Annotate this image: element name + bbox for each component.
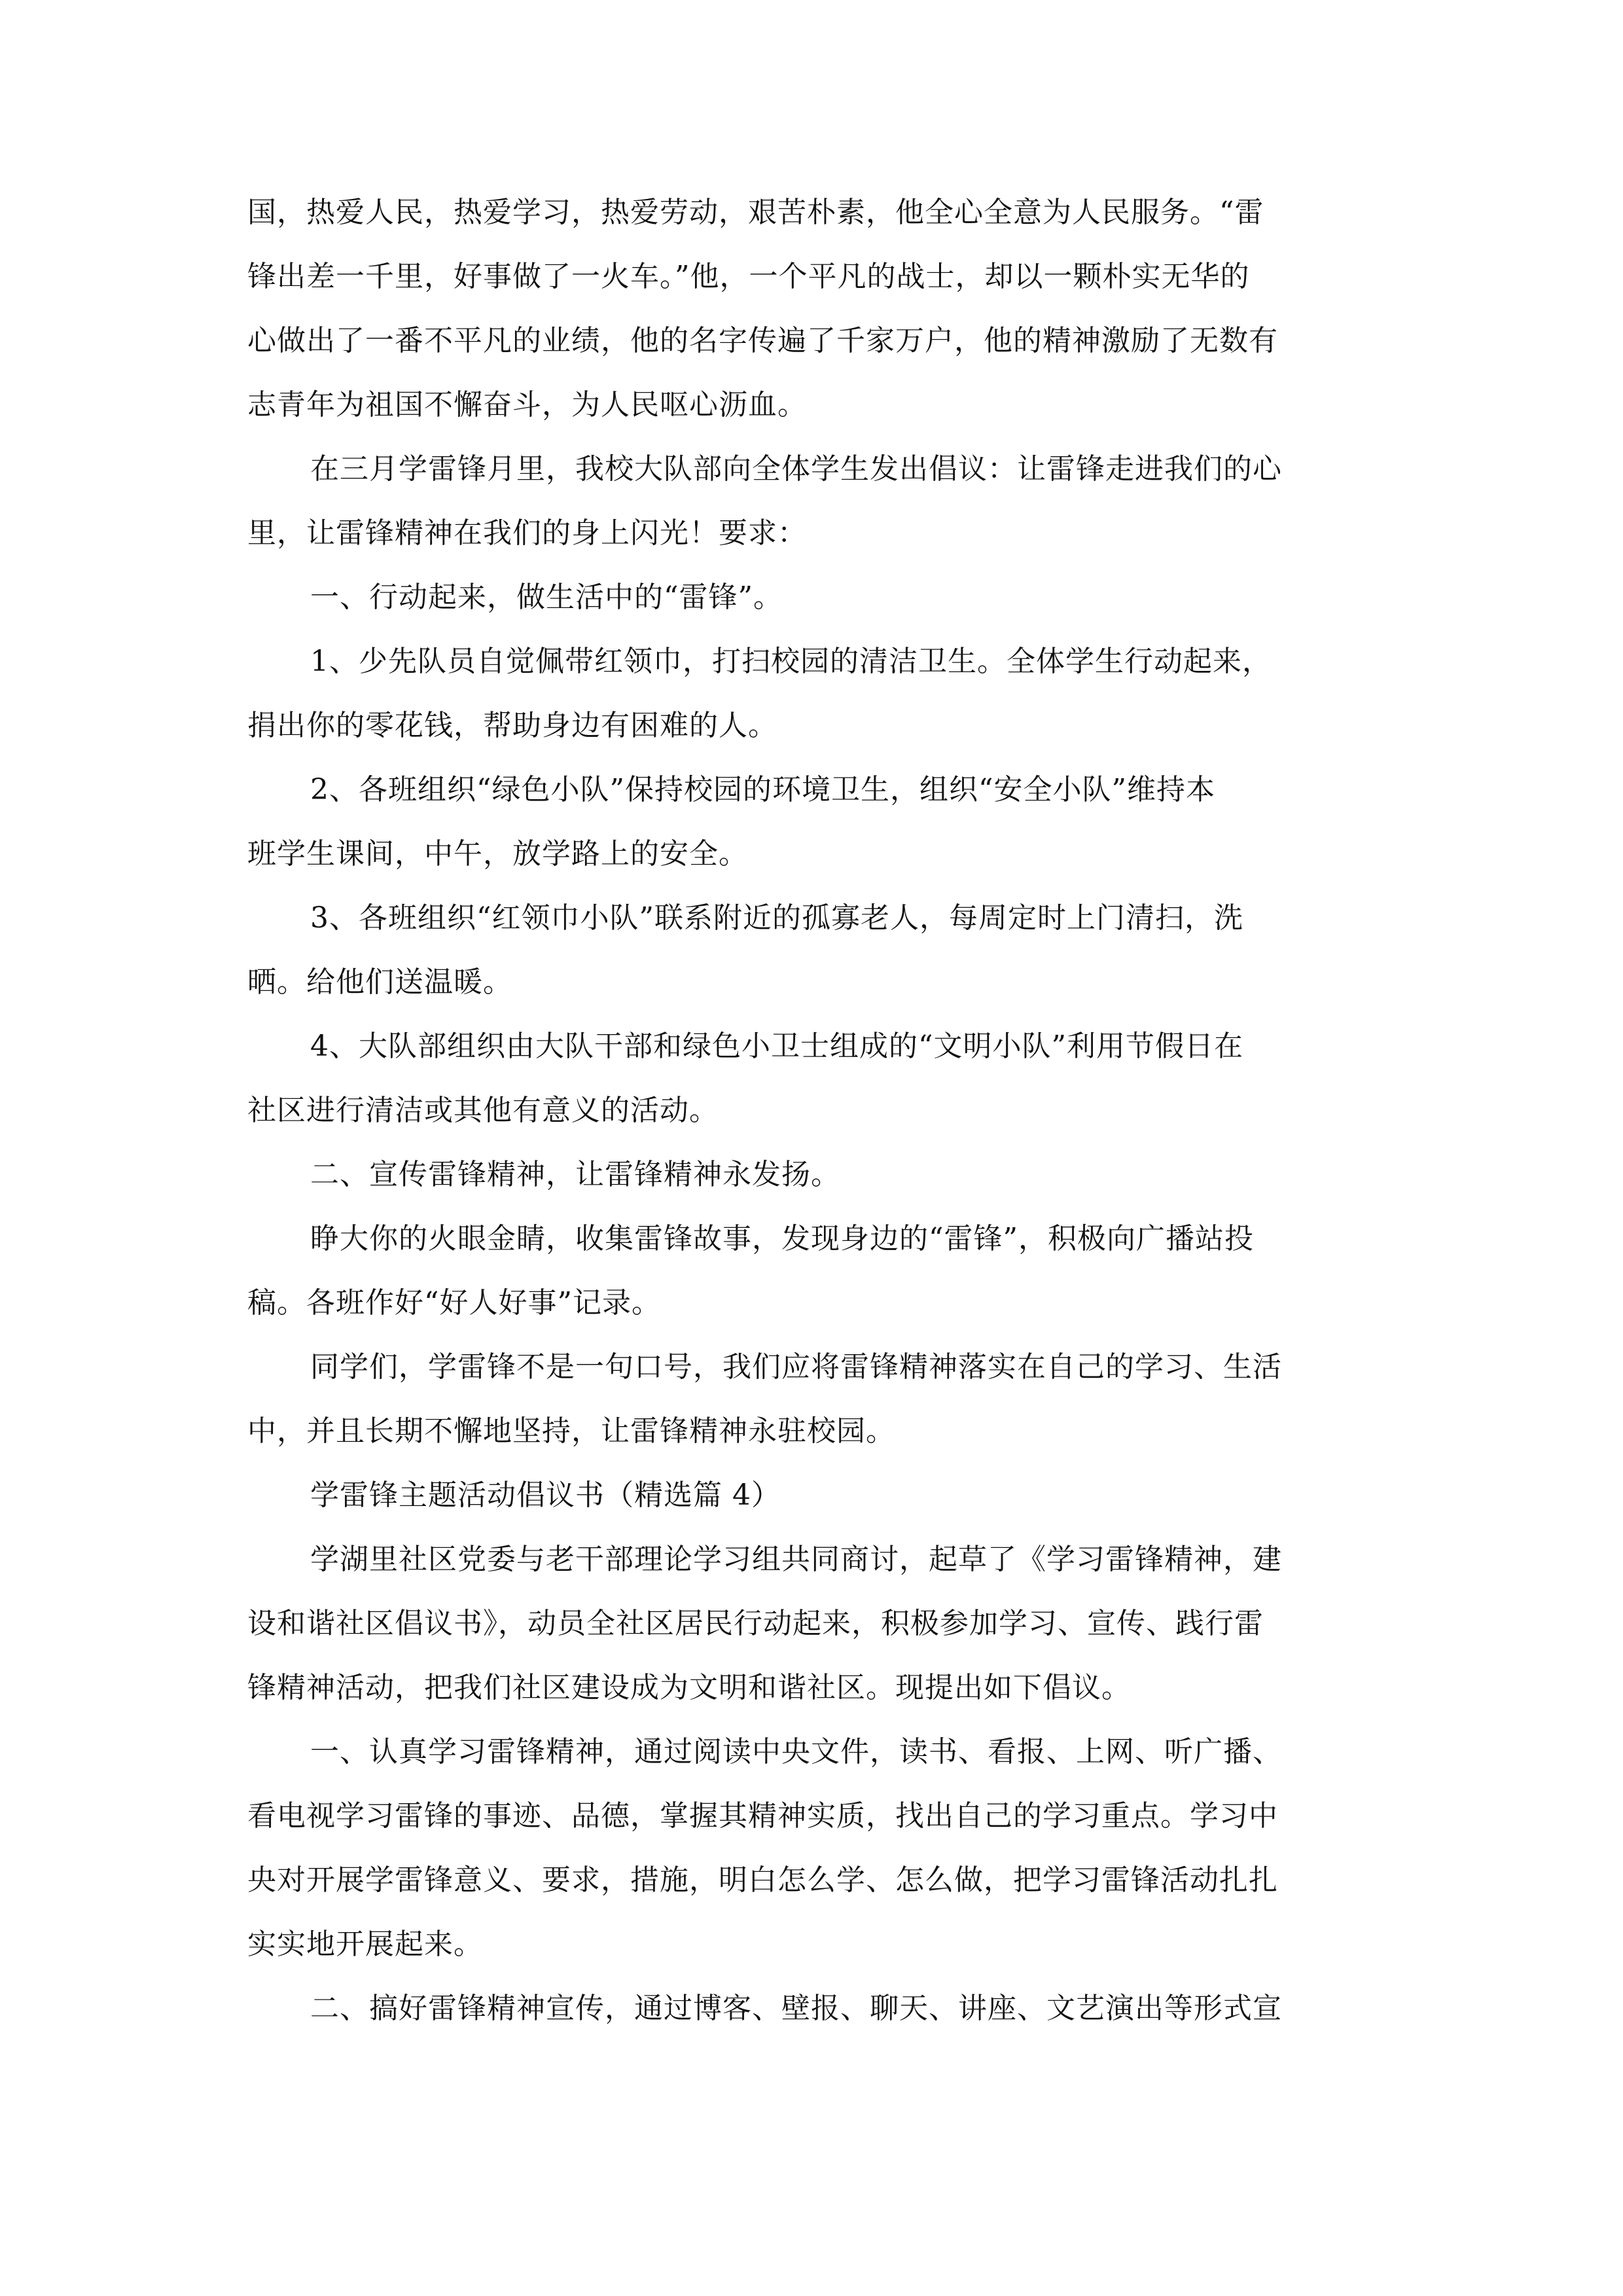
article-title: 学雷锋主题活动倡议书（精选篇 4） <box>310 1479 781 1512</box>
text-line: 同学们，学雷锋不是一句口号，我们应将雷锋精神落实在自己的学习、生活 <box>310 1350 1282 1384</box>
text-line: 睁大你的火眼金睛，收集雷锋故事，发现身边的“雷锋”，积极向广播站投 <box>310 1222 1254 1255</box>
text-line: 在三月学雷锋月里，我校大队部向全体学生发出倡议：让雷锋走进我们的心 <box>310 452 1282 486</box>
text-line: 3、各班组织“红领巾小队”联系附近的孤寡老人，每周定时上门清扫，洗 <box>310 901 1243 935</box>
text-line: 晒。给他们送温暖。 <box>247 965 512 999</box>
text-line: 学湖里社区党委与老干部理论学习组共同商讨，起草了《学习雷锋精神，建 <box>310 1543 1282 1576</box>
document-body <box>247 181 1380 2041</box>
text-line: 中，并且长期不懈地坚持，让雷锋精神永驻校园。 <box>247 1414 895 1448</box>
section-heading: 二、宣传雷锋精神，让雷锋精神永发扬。 <box>310 1158 840 1191</box>
text-line: 实实地开展起来。 <box>247 1928 483 1961</box>
text-line: 设和谐社区倡议书》，动员全社区居民行动起来，积极参加学习、宣传、践行雷 <box>247 1607 1264 1640</box>
text-line: 志青年为祖国不懈奋斗，为人民呕心沥血。 <box>247 388 807 422</box>
text-line: 锋出差一千里，好事做了一火车。”他，一个平凡的战士，却以一颗朴实无华的 <box>247 260 1250 293</box>
text-line: 锋精神活动，把我们社区建设成为文明和谐社区。现提出如下倡议。 <box>247 1671 1131 1704</box>
text-line: 1、少先队员自觉佩带红领巾，打扫校园的清洁卫生。全体学生行动起来， <box>310 645 1272 678</box>
section-heading: 一、行动起来，做生活中的“雷锋”。 <box>310 581 783 614</box>
text-line: 央对开展学雷锋意义、要求，措施，明白怎么学、怎么做，把学习雷锋活动扎扎 <box>247 1863 1278 1897</box>
text-line: 一、认真学习雷锋精神，通过阅读中央文件，读书、看报、上网、听广播、 <box>310 1735 1282 1768</box>
text-line: 二、搞好雷锋精神宣传，通过博客、壁报、聊天、讲座、文艺演出等形式宣 <box>310 1992 1282 2025</box>
text-line: 4、大队部组织由大队干部和绿色小卫士组成的“文明小队”利用节假日在 <box>310 1030 1243 1063</box>
text-line: 国，热爱人民，热爱学习，热爱劳动，艰苦朴素，他全心全意为人民服务。“雷 <box>247 196 1264 229</box>
text-line: 里，让雷锋精神在我们的身上闪光！要求： <box>247 516 807 550</box>
text-line: 看电视学习雷锋的事迹、品德，掌握其精神实质，找出自己的学习重点。学习中 <box>247 1799 1278 1833</box>
text-line: 捐出你的零花钱，帮助身边有困难的人。 <box>247 709 777 742</box>
text-line: 稿。各班作好“好人好事”记录。 <box>247 1286 661 1319</box>
text-line: 班学生课间，中午，放学路上的安全。 <box>247 837 748 870</box>
text-line: 社区进行清洁或其他有意义的活动。 <box>247 1094 719 1127</box>
text-line: 心做出了一番不平凡的业绩，他的名字传遍了千家万户，他的精神激励了无数有 <box>247 324 1278 357</box>
text-line: 2、各班组织“绿色小队”保持校园的环境卫生，组织“安全小队”维持本 <box>310 773 1215 806</box>
